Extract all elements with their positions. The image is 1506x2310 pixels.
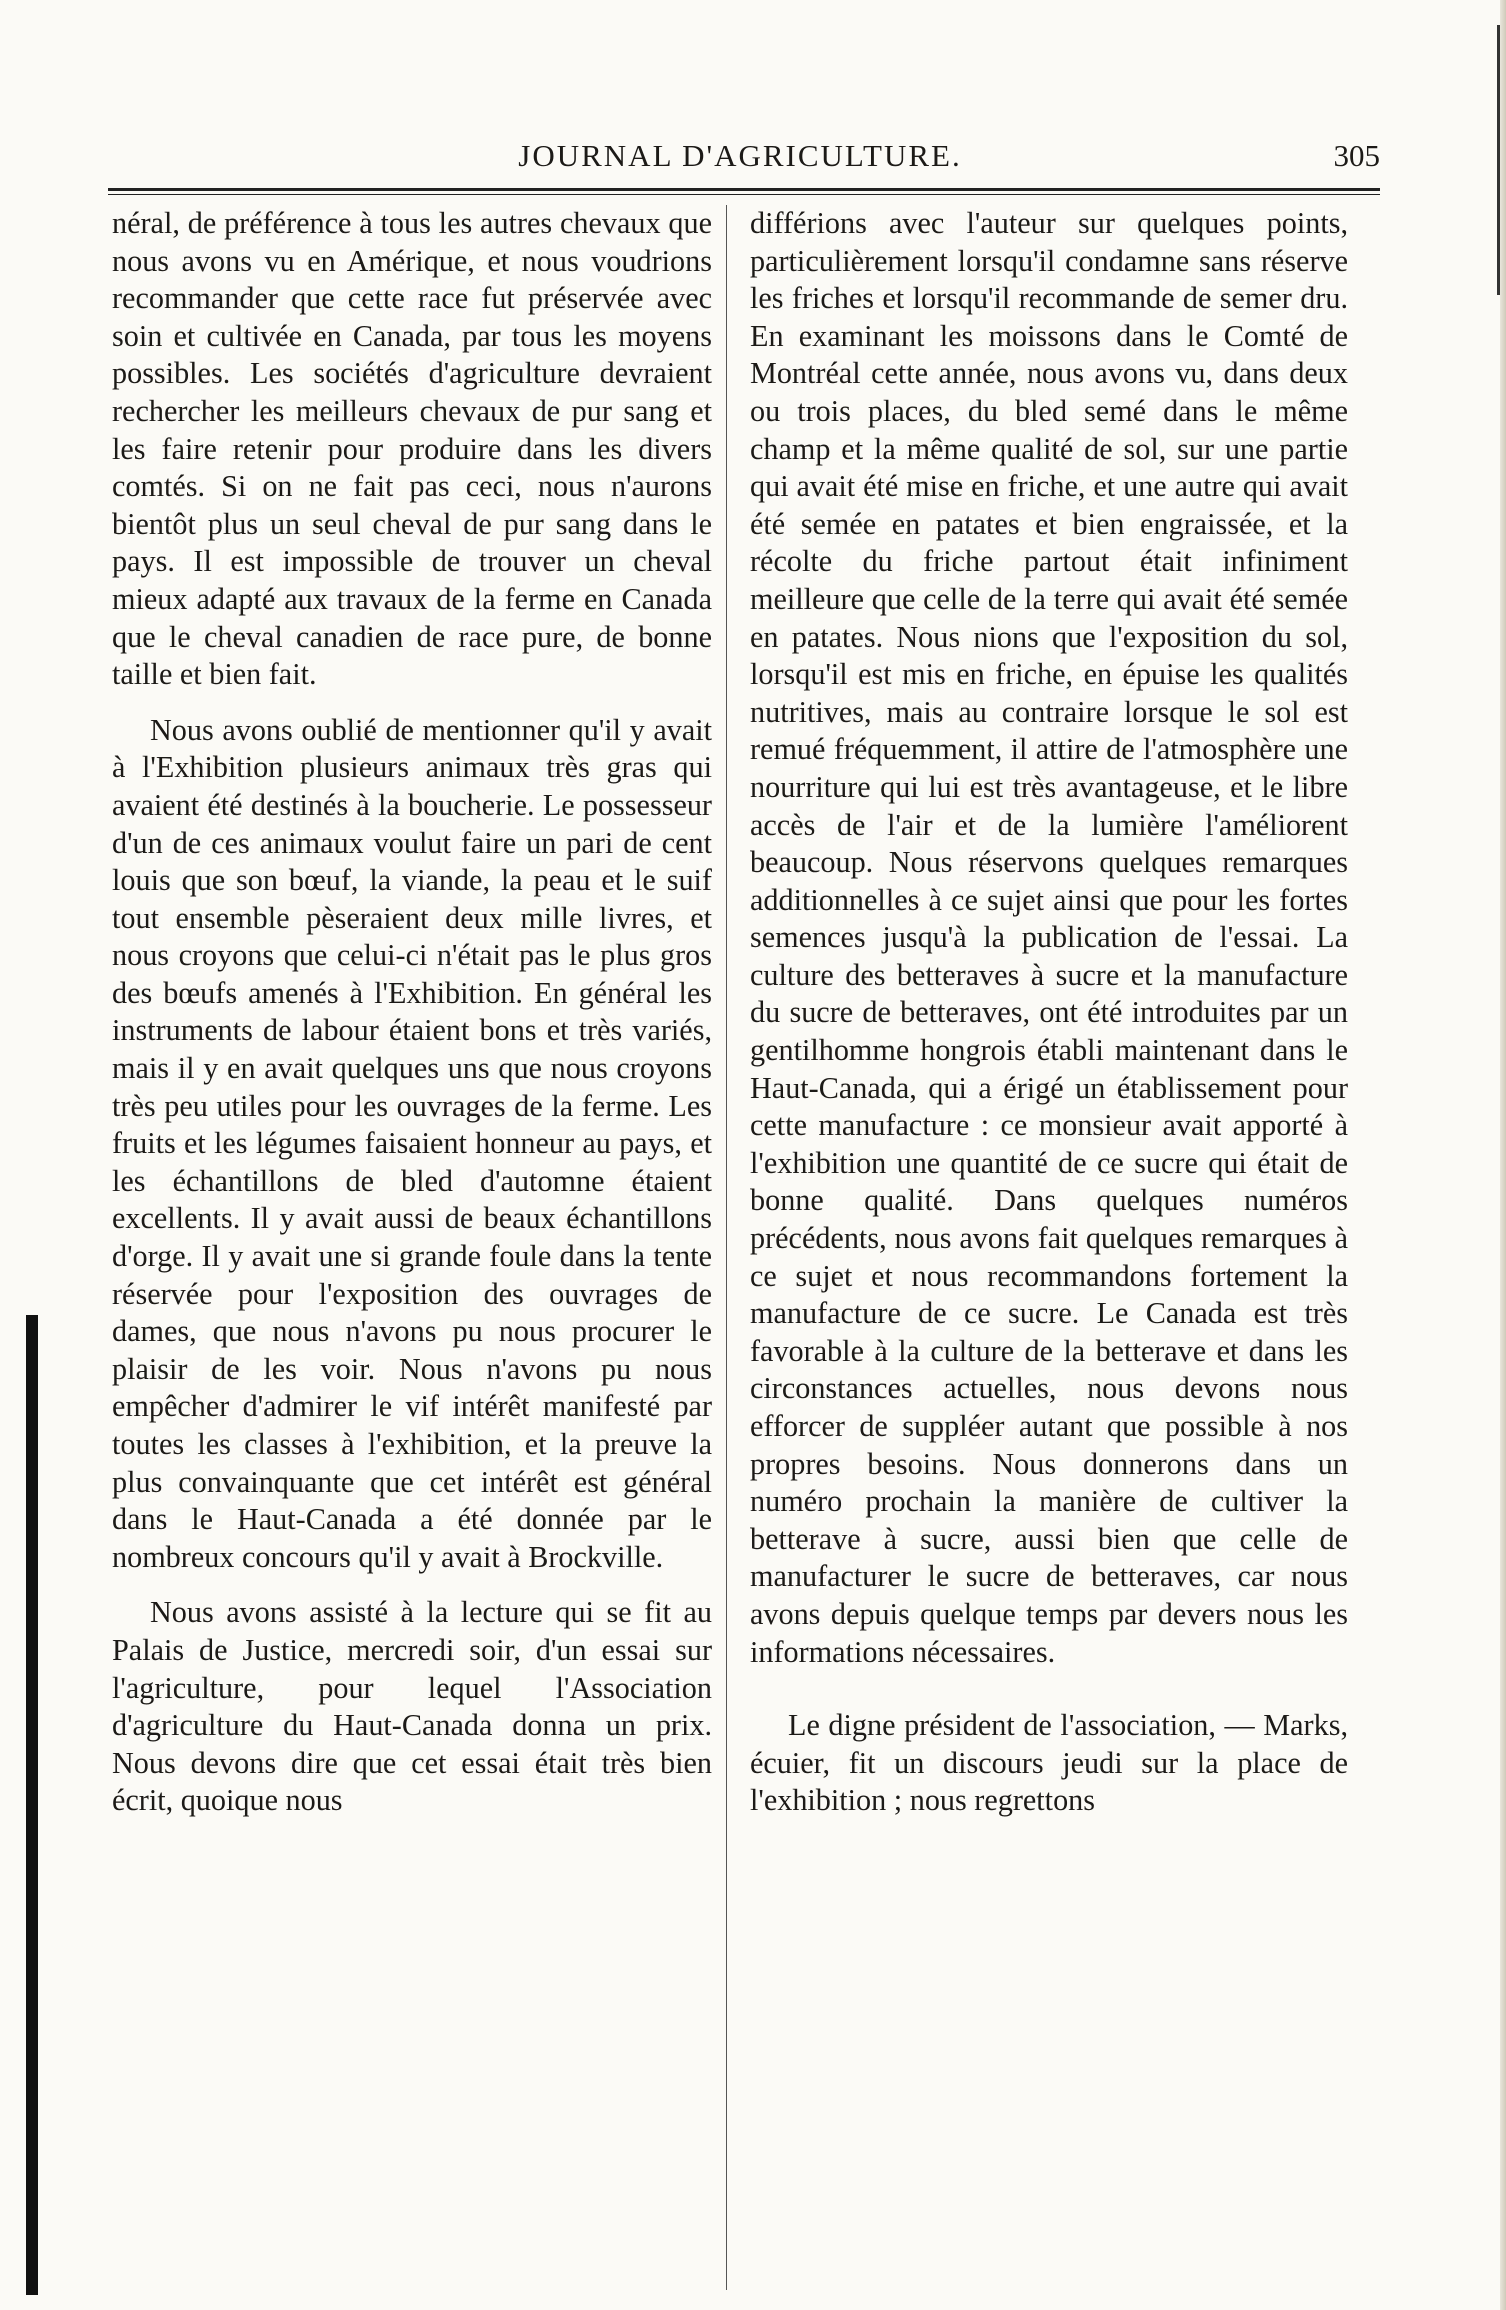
paragraph: néral, de préférence à tous les autres chevaux que nous avons vu en Amérique, et nous voudrions recommander que cette race fut préservée avec soin et cultivée en Canada, par tous les moyens possibles. Les sociétés d'agriculture devraient rechercher les meilleurs chevaux de pur sang et les faire retenir pour produire dans les divers comtés. Si on ne fait pas ceci, nous n'aurons bientôt plus un seul cheval de pur sang dans le pays. Il est impossible de trouver un cheval mieux adapté aux travaux de la ferme en Canada que le cheval canadien de race pure, de bonne taille et bien fait. — [112, 206, 712, 692]
right-column — [750, 205, 1348, 1820]
page-header — [100, 138, 1380, 178]
header-rule — [108, 188, 1380, 195]
paragraph: Le digne président de l'association, — Marks, écuier, fit un discours jeudi sur la place de l'exhibition ; nous regrettons — [750, 1708, 1348, 1818]
page-number: 305 — [1333, 138, 1380, 173]
paragraph: différions avec l'auteur sur quelques points, particulièrement lorsqu'il condamne sans réserve les friches et lorsqu'il recommande de semer dru. En examinant les moissons dans le Comté de Montréal cette année, nous avons vu, dans deux ou trois places, du bled semé dans le même champ et la même qualité de sol, sur une partie qui avait été mise en friche, et une autre qui avait été semée en patates et bien engraissée, et la récolte du friche partout était infiniment meilleure que celle de la terre qui avait été semée en patates. Nous nions que l'exposition du sol, lorsqu'il est mis en friche, en épuise les qualités nutritives, mais au contraire lorsque le sol est remué fréquemment, il attire de l'atmosphère une nourriture qui lui est très avantageuse, et le libre accès de l'air et de la lumière l'améliorent beaucoup. Nous réservons quelques remarques additionnelles à ce sujet ainsi que pour les fortes semences jusqu'à la publication de l'essai. La culture des betteraves à sucre et la manufacture du sucre de betteraves, ont été introduites par un gentilhomme hongrois établi maintenant dans le Haut-Canada, qui a érigé un établissement pour cette manufacture : ce monsieur avait apporté à l'exhibition une quantité de ce sucre qui était de bonne qualité. Dans quelques numéros précédents, nous avons fait quelques remarques à ce sujet et nous recommandons fortement la manufacture de ce sucre. Le Canada est très favorable à la culture de la betterave et dans les circonstances actuelles, nous devons nous efforcer de suppléer autant que possible à nos propres besoins. Nous donnerons dans un numéro prochain la manière de cultiver la betterave à sucre, aussi bien que celle de manufacturer le sucre de betteraves, car nous avons depuis quelque temps par devers nous les informations nécessaires. — [750, 206, 1348, 1669]
column-divider — [726, 205, 727, 2290]
paragraph: Nous avons assisté à la lecture qui se fit au Palais de Justice, mercredi soir, d'un essai sur l'agriculture, pour lequel l'Association d'agriculture du Haut-Canada donna un prix. Nous devons dire que cet essai était très bien écrit, quoique nous — [112, 1595, 712, 1818]
left-column — [112, 205, 712, 1820]
scan-page-edge — [1500, 0, 1506, 2310]
scan-margin-bar — [26, 1315, 38, 2295]
running-title: JOURNAL D'AGRICULTURE. — [518, 138, 962, 173]
paragraph: Nous avons oublié de mentionner qu'il y avait à l'Exhibition plusieurs animaux très gras qui avaient été destinés à la boucherie. Le possesseur d'un de ces animaux voulut faire un pari de cent louis que son bœuf, la viande, la peau et le suif tout ensemble pèseraient deux mille livres, et nous croyons que celui-ci n'était pas le plus gros des bœufs amenés à l'Exhibition. En général les instruments de labour étaient bons et très variés, mais il y en avait quelques uns que nous croyons très peu utiles pour les ouvrages de la ferme. Les fruits et les légumes faisaient honneur au pays, et les échantillons de bled d'automne étaient excellents. Il y avait aussi de beaux échantillons d'orge. Il y avait une si grande foule dans la tente réservée pour l'exposition des ouvrages de dames, que nous n'avons pu nous procurer le plaisir de les voir. Nous n'avons pu nous empêcher d'admirer le vif intérêt manifesté par toutes les classes à l'exhibition, et la preuve la plus convainquante que cet intérêt est général dans le Haut-Canada a été donnée par le nombreux concours qu'il y avait à Brockville. — [112, 712, 712, 1574]
